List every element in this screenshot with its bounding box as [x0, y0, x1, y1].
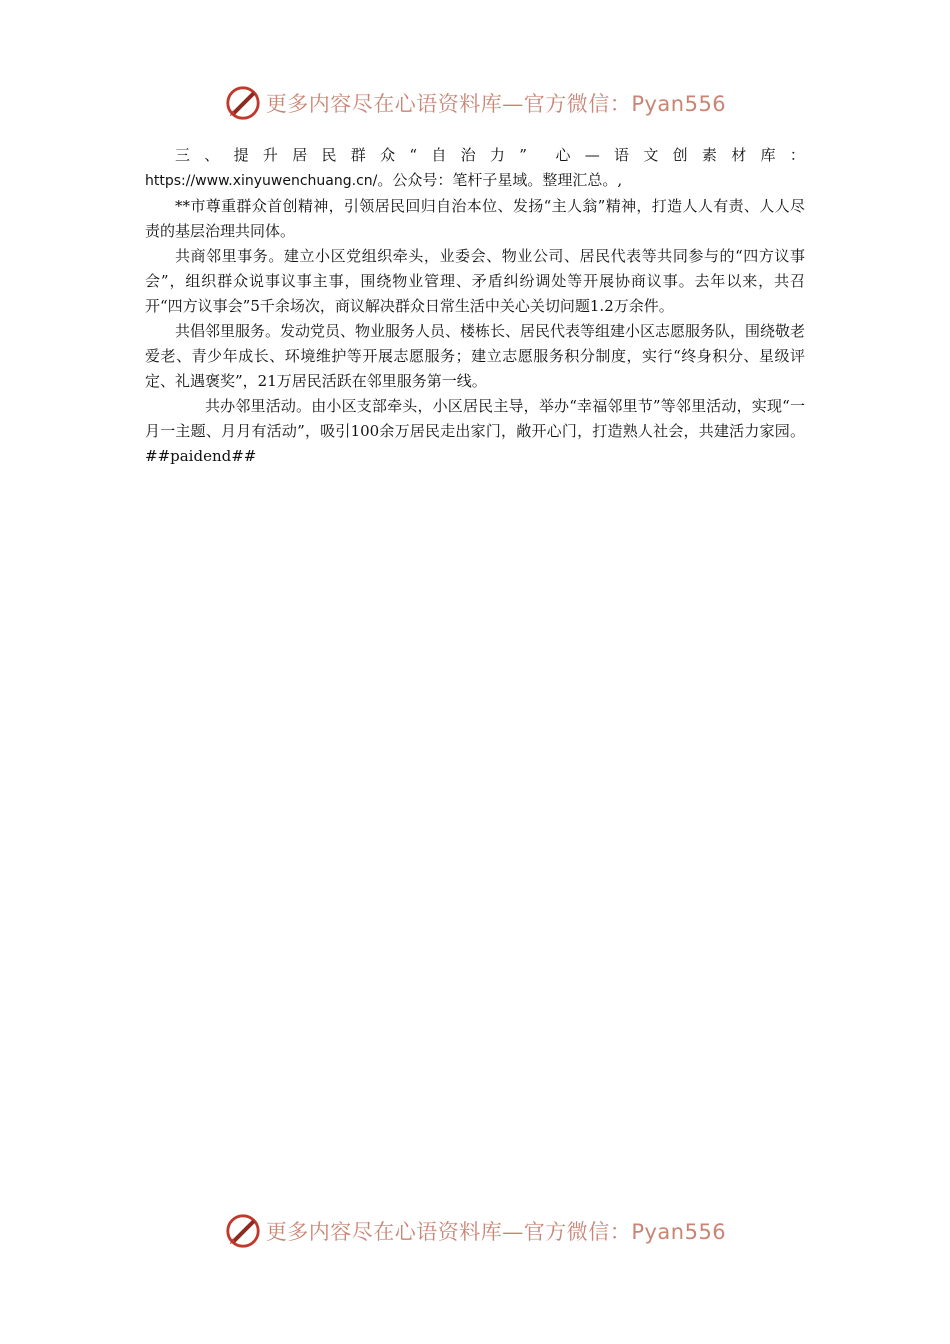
pen-logo-icon — [224, 84, 262, 122]
heading-char: “ — [409, 146, 418, 164]
heading-char: 心 — [555, 146, 571, 164]
banner-wechat-id: Pyan556 — [631, 92, 727, 116]
heading-char: 材 — [731, 146, 747, 164]
heading-char: 力 — [489, 146, 505, 164]
source-url[interactable]: https://www.xinyuwenchuang.cn/ — [145, 173, 378, 189]
header-banner — [0, 80, 950, 126]
footer-banner — [0, 1208, 950, 1254]
heading-continuation — [145, 168, 805, 194]
heading-char: 升 — [262, 146, 278, 164]
heading-char: 群 — [350, 146, 366, 164]
paragraph-service: 共倡邻里服务。发动党员、物业服务人员、楼栋长、居民代表等组建小区志愿服务队，围绕敬老爱老、青少年成长、环境维护等开展志愿服务；建立志愿服务积分制度，实行“终身积分、星级评定、礼遇褒奖”，21万居民活跃在邻里服务第一线。 — [145, 322, 806, 390]
heading-char: 语 — [614, 146, 630, 164]
heading-char: 库 — [760, 146, 776, 164]
paragraph-affairs: 共商邻里事务。建立小区党组织牵头，业委会、物业公司、居民代表等共同参与的“四方议事会”，组织群众说事议事主事，围绕物业管理、矛盾纠纷调处等开展协商议事。去年以来，共召开“四方议事会”5千余场次，商议解决群众日常生活中关心关切问题1.2万余件。 — [145, 247, 805, 315]
heading-char: 自 — [431, 146, 447, 164]
heading-char: ” — [519, 146, 527, 164]
heading-char: ： — [789, 146, 805, 164]
pen-logo-icon — [224, 1212, 262, 1250]
heading-char: 民 — [321, 146, 337, 164]
paragraph-intro: **市尊重群众首创精神，引领居民回归自治本位、发扬“主人翁”精神，打造人人有责、人人尽责的基层治理共同体。 — [145, 197, 805, 240]
banner-text: 更多内容尽在心语资料库—官方微信： — [265, 92, 632, 116]
banner-wechat-id: Pyan556 — [631, 1220, 727, 1244]
heading-char: 治 — [460, 146, 476, 164]
heading-char: 居 — [292, 146, 308, 164]
document-body — [145, 143, 805, 469]
section-heading — [145, 143, 805, 168]
heading-char: — — [584, 146, 600, 164]
paragraph-activities: 共办邻里活动。由小区支部牵头，小区居民主导，举办“幸福邻里节”等邻里活动，实现“一月一主题、月月有活动”，吸引100余万居民走出家门，敞开心门，打造熟人社会，共建活力家园。 ##paidend## — [145, 397, 805, 465]
heading-char: 、 — [204, 146, 220, 164]
heading-char: 提 — [233, 146, 249, 164]
source-note: 。公众号：笔杆子星域。整理汇总。, — [377, 171, 623, 189]
heading-char: 创 — [672, 146, 688, 164]
heading-char: 众 — [380, 146, 396, 164]
heading-char: 文 — [643, 146, 659, 164]
heading-char: 素 — [701, 146, 717, 164]
heading-char: 三 — [175, 146, 191, 164]
banner-text: 更多内容尽在心语资料库—官方微信： — [265, 1220, 632, 1244]
